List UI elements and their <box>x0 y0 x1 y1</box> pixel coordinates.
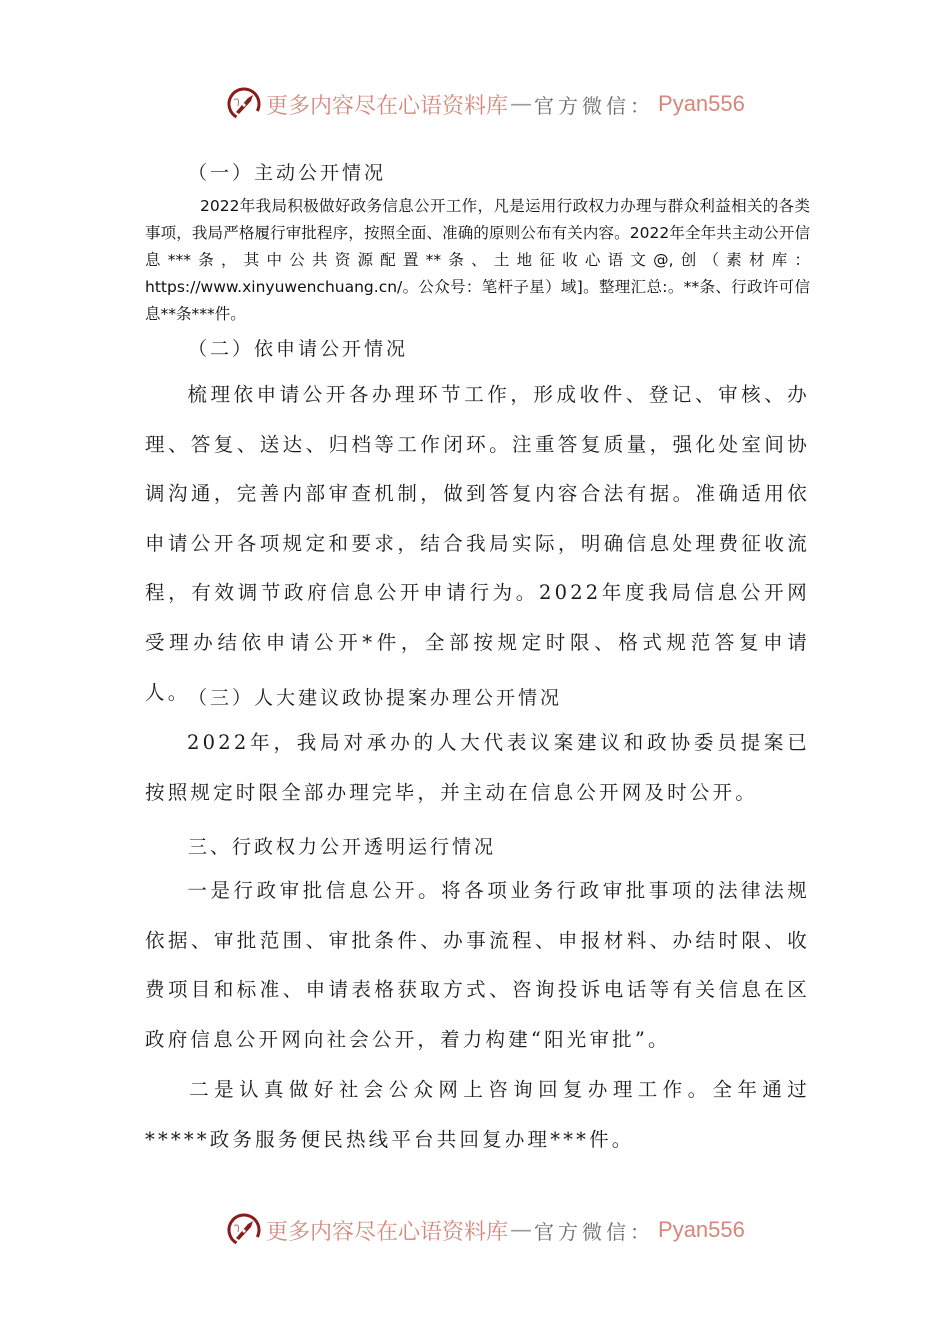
footer-watermark-banner <box>226 1210 745 1250</box>
paragraph-text: 2022年，我局对承办的人大代表议案建议和政协委员提案已按照规定时限全部办理完毕，并主动在信息公开网及时公开。 <box>145 731 810 804</box>
section-heading-administrative-power: 三、行政权力公开透明运行情况 <box>188 836 497 858</box>
section-heading-proposal-handling: （三）人大建议政协提案办理公开情况 <box>188 687 563 709</box>
banner-main-text: 更多内容尽在心语资料库 <box>266 93 509 119</box>
banner-main-text: 更多内容尽在心语资料库 <box>266 1219 509 1245</box>
paragraph-application-disclosure <box>145 370 810 717</box>
banner-wechat-id: Pyan556 <box>658 91 745 116</box>
paragraph-online-consultation <box>145 1065 810 1164</box>
quill-pen-logo-icon <box>226 86 262 122</box>
paragraph-text: 一是行政审批信息公开。将各项业务行政审批事项的法律法规依据、审批范围、审批条件、办事流程、申报材料、办结时限、收费项目和标准、申请表格获取方式、咨询投诉电话等有关信息在区政府信息公开网向社会公开，着力构建“阳光审批”。 <box>145 879 810 1051</box>
paragraph-text: 2022年我局积极做好政务信息公开工作，凡是运用行政权力办理与群众利益相关的各类事项，我局严格履行审批程序，按照全面、准确的原则公布有关内容。2022年全年共主动公开信息***条，其中公共资源配置**条、土地征收心语文@,创（素材库：https://www.xinyuwenchuang.cn/。公众号：笔杆子星）域]。整理汇总:。**条、行政许可信息**条***件。 <box>145 197 810 323</box>
quill-pen-logo-icon <box>226 1212 262 1248</box>
section-heading-active-disclosure: （一）主动公开情况 <box>188 162 387 184</box>
header-watermark-banner <box>226 84 745 124</box>
section-heading-application-disclosure: （二）依申请公开情况 <box>188 338 409 360</box>
paragraph-active-disclosure <box>145 193 810 328</box>
banner-dash: — <box>510 1217 533 1243</box>
paragraph-approval-disclosure <box>145 866 810 1064</box>
banner-dash: — <box>510 91 533 117</box>
banner-wechat-id: Pyan556 <box>658 1217 745 1242</box>
paragraph-text: 二是认真做好社会公众网上咨询回复办理工作。全年通过*****政务服务便民热线平台共回复办理***件。 <box>145 1078 810 1151</box>
paragraph-text: 梳理依申请公开各办理环节工作，形成收件、登记、审核、办理、答复、送达、归档等工作闭环。注重答复质量，强化处室间协调沟通，完善内部审查机制，做到答复内容合法有据。准确适用依申请公开各项规定和要求，结合我局实际，明确信息处理费征收流程，有效调节政府信息公开申请行为。2022年度我局信息公开网受理办结依申请公开*件，全部按规定时限、格式规范答复申请人。 <box>145 383 810 704</box>
paragraph-proposal-handling <box>145 718 810 817</box>
banner-wechat-label: 官方微信： <box>534 93 655 118</box>
banner-wechat-label: 官方微信： <box>534 1219 655 1244</box>
